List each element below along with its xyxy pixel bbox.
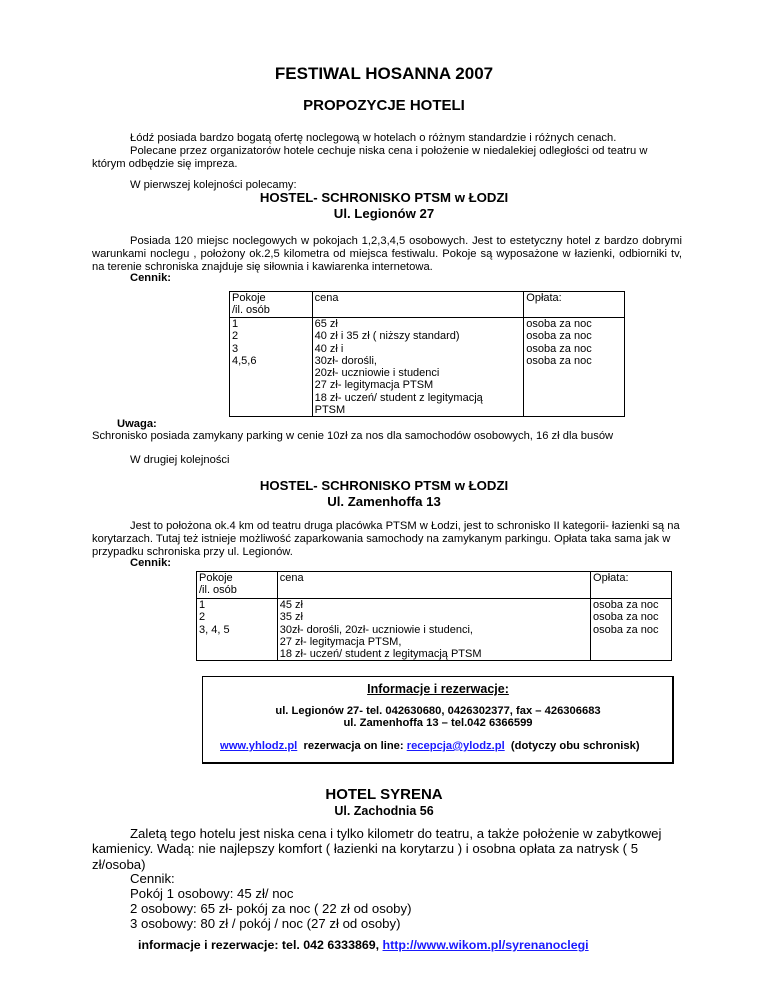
info-line-1: ul. Legionów 27- tel. 042630680, 0426302377, fax – 426306683 — [275, 705, 601, 717]
hostel2-header-rooms: Pokoje /il. osób — [197, 572, 278, 599]
second-choice-label: W drugiej kolejności — [130, 454, 230, 466]
info-online-line — [220, 740, 640, 753]
intro-line-1: Łódź posiada bardzo bogatą ofertę noclegową w hotelach o różnym standardzie i różnych cenach. — [130, 132, 617, 144]
hostel2-price-table — [196, 571, 672, 661]
hotel-address: Ul. Zachodnia 56 — [334, 804, 434, 818]
hostel2-description: Jest to położona ok.4 km od teatru druga placówka PTSM w Łodzi, jest to schronisko II kategorii- łazienki są na korytarzach. Tutaj też istnieje możliwość zaparkowania samochody na zamykanym parkingu. Opłata taka sama jak w przypadku schroniska przy ul. Legionów. — [92, 520, 680, 558]
online-reservation-label: rezerwacja on line: — [297, 740, 407, 752]
hostel-website-link[interactable]: www.yhlodz.pl — [220, 740, 298, 752]
info-line-2: ul. Zamenhoffa 13 – tel.042 6366599 — [343, 717, 533, 729]
hostel2-fees-cell: osoba za noc osoba za noc osoba za noc — [591, 599, 672, 661]
hostel1-fees-cell: osoba za noc osoba za noc osoba za noc osoba za noc — [524, 318, 625, 417]
hotel-price-1: Pokój 1 osobowy: 45 zł/ noc — [130, 886, 294, 901]
hostel2-prices-cell: 45 zł 35 zł 30zł- dorośli, 20zł- uczniowie i studenci, 27 zł- legitymacja PTSM, 18 zł- uczeń/ student z legitymacją PTSM — [277, 599, 590, 661]
hostel2-header-price: cena — [277, 572, 590, 599]
hotel-contact-label: informacje i rezerwacje: tel. 042 6333869, — [138, 938, 383, 952]
hostel1-price-table — [229, 291, 625, 417]
hostel1-rooms-cell: 1 2 3 4,5,6 — [230, 318, 313, 417]
hotel-contact-line — [138, 938, 589, 952]
hostel2-header-fee: Opłata: — [591, 572, 672, 599]
hostel1-prices-cell: 65 zł 40 zł i 35 zł ( niższy standard) 40 zł i 30zł- dorośli, 20zł- uczniowie i studenci 27 zł- legitymacja PTSM 18 zł- uczeń/ student z legitymacją PTSM — [312, 318, 524, 417]
hostel1-name: HOSTEL- SCHRONISKO PTSM w ŁODZI — [259, 190, 509, 205]
first-choice-label: W pierwszej kolejności polecamy: — [130, 179, 297, 191]
reservation-email-link[interactable]: recepcja@ylodz.pl — [406, 740, 505, 752]
intro-line-2: Polecane przez organizatorów hotele cechuje niska cena i położenie w niedalekiej odległości od teatru w którym odbędzie się impreza. — [92, 145, 648, 170]
hotel-description: Zaletą tego hotelu jest niska cena i tylko kilometr do teatru, a także położenie w zabytkowej kamienicy. Wadą: nie najlepszy komfort ( łazienki na korytarzu ) i osobna opłata za natrysk ( 5 zł/osoba) — [92, 826, 662, 872]
hostel1-header-rooms: Pokoje /il. osób — [230, 292, 313, 318]
hostel2-cennik-label: Cennik: — [130, 557, 172, 569]
info-title: Informacje i rezerwacje: — [367, 682, 509, 696]
hostel1-note-label: Uwaga: — [117, 418, 157, 430]
hotel-price-2: 2 osobowy: 65 zł- pokój za noc ( 22 zł od osoby) — [130, 901, 412, 916]
hostel2-name: HOSTEL- SCHRONISKO PTSM w ŁODZI — [259, 478, 509, 493]
hotel-cennik-label: Cennik: — [130, 871, 175, 886]
page-subtitle: PROPOZYCJE HOTELI — [303, 97, 465, 114]
hostel1-description: Posiada 120 miejsc noclegowych w pokojach 1,2,3,4,5 osobowych. Jest to estetyczny hotel z bardzo dobrymi warunkami noclegu , położony ok.2,5 kilometra od miejsca festiwalu. Pokoje są wyposażone w łazienki, odbiorniki tv, na terenie schroniska znajduje się siłownia i kawiarenka internetowa. — [92, 235, 682, 273]
reservation-info-box — [202, 676, 674, 764]
online-reservation-suffix: (dotyczy obu schronisk) — [504, 740, 640, 752]
hostel1-header-price: cena — [312, 292, 524, 318]
hotel-name: HOTEL SYRENA — [325, 786, 443, 803]
hostel2-address: Ul. Zamenhoffa 13 — [327, 494, 441, 509]
hostel2-rooms-cell: 1 2 3, 4, 5 — [197, 599, 278, 661]
hostel1-cennik-label: Cennik: — [130, 272, 172, 284]
hostel1-address: Ul. Legionów 27 — [333, 206, 435, 221]
hostel1-header-fee: Opłata: — [524, 292, 625, 318]
page-title: FESTIWAL HOSANNA 2007 — [274, 64, 494, 83]
hostel1-note: Schronisko posiada zamykany parking w cenie 10zł za nos dla samochodów osobowych, 16 zł dla busów — [92, 430, 614, 442]
hotel-price-3: 3 osobowy: 80 zł / pokój / noc (27 zł od osoby) — [130, 916, 401, 931]
hotel-website-link[interactable]: http://www.wikom.pl/syrenanoclegi — [382, 938, 589, 952]
